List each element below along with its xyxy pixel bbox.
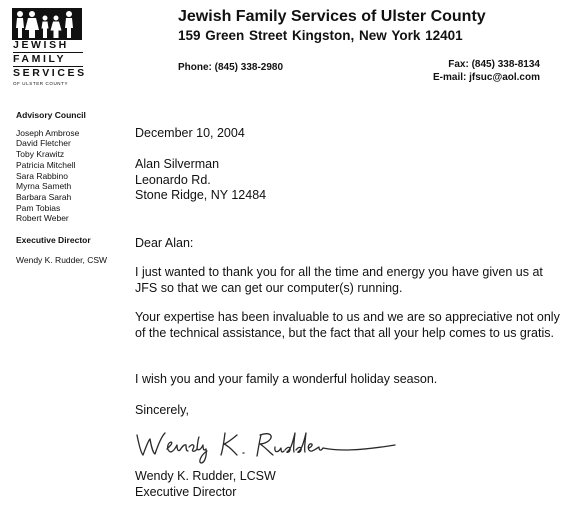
council-member: David Fletcher	[16, 138, 71, 149]
council-member: Barbara Sarah	[16, 191, 72, 202]
paragraph: I just wanted to thank you for all the time and energy you have given us at JFS so that we can get our computer(s) running.	[135, 265, 543, 295]
council-member: Pam Tobias	[16, 202, 61, 213]
signer-block	[135, 469, 560, 500]
recipient-street: Leonardo Rd.	[135, 172, 211, 187]
recipient-name: Alan Silverman	[135, 157, 220, 171]
email-address: E-mail: jfsuc@aol.com	[433, 72, 540, 83]
phone-number: Phone: (845) 338-2980	[178, 62, 284, 73]
closing: Sincerely,	[135, 403, 189, 417]
fax-email-block	[433, 58, 540, 84]
executive-director-name: Wendy K. Rudder, CSW	[16, 254, 108, 265]
signer-name: Wendy K. Rudder, LCSW	[135, 469, 276, 483]
advisory-council-heading: Advisory Council	[16, 110, 86, 120]
family-figures-icon	[12, 8, 82, 40]
council-member: Joseph Ambrose	[16, 127, 80, 138]
signer-title: Executive Director	[135, 484, 237, 499]
letter-date: December 10, 2004	[135, 126, 245, 140]
jfs-logo	[12, 8, 88, 86]
organization-address: 159 Green Street Kingston, New York 12401	[178, 28, 463, 43]
paragraph: Your expertise has been invaluable to us and we are so appreciative not only of the technical assistance, but the fact that all your help comes to us gratis.	[135, 310, 560, 340]
recipient-address	[135, 157, 560, 204]
logo-subtitle: OF ULSTER COUNTY	[13, 81, 69, 86]
paragraph: I wish you and your family a wonderful holiday season.	[135, 372, 438, 386]
council-member: Robert Weber	[16, 213, 69, 224]
recipient-city: Stone Ridge, NY 12484	[135, 188, 267, 202]
fax-number: Fax: (845) 338-8134	[448, 59, 540, 70]
executive-director-heading: Executive Director	[16, 235, 91, 246]
council-member: Myrna Sameth	[16, 181, 72, 192]
organization-name: Jewish Family Services of Ulster County	[178, 8, 486, 25]
council-member: Sara Rabbino	[16, 170, 68, 181]
logo-word-1: JEWISH	[13, 39, 69, 51]
letterhead-sidebar	[16, 110, 126, 265]
logo-word-3: SERVICES	[13, 67, 87, 79]
logo-word-2: FAMILY	[13, 53, 67, 65]
salutation: Dear Alan:	[135, 236, 194, 250]
council-member: Patricia Mitchell	[16, 159, 76, 170]
council-member: Toby Krawitz	[16, 149, 65, 160]
handwritten-signature	[133, 423, 403, 467]
